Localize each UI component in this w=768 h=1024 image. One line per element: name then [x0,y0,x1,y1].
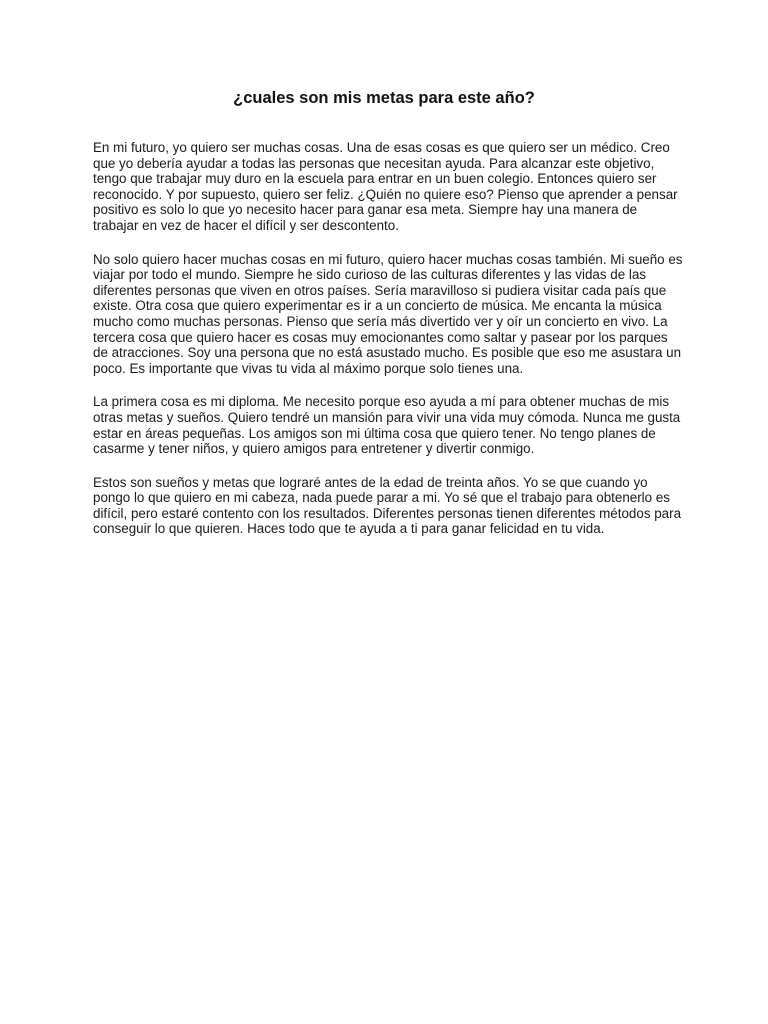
paragraph-1: En mi futuro, yo quiero ser muchas cosas. Una de esas cosas es que quiero ser un médico. Creo que yo debería ayudar a todas las personas que necesitan ayuda. Para alcanzar este objetivo, tengo que trabajar muy duro en la escuela para entrar en un buen colegio. Entonces quiero ser reconocido. Y por supuesto, quiero ser feliz. ¿Quién no quiere eso? Pienso que aprender a pensar positivo es solo lo que yo necesito hacer para ganar esa meta. Siempre hay una manera de trabajar en vez de hacer el difícil y ser descontento. [93,140,678,233]
document-body [93,140,683,555]
paragraph-4: Estos son sueños y metas que lograré antes de la edad de treinta años. Yo se que cuando yo pongo lo que quiero en mi cabeza, nada puede parar a mi. Yo sé que el trabajo para obtenerlo es difícil, pero estaré contento con los resultados. Diferentes personas tienen diferentes métodos para conseguir lo que quieren. Haces todo que te ayuda a ti para ganar felicidad en tu vida. [93,474,682,537]
paragraph-2: No solo quiero hacer muchas cosas en mi futuro, quiero hacer muchas cosas también. Mi sueño es viajar por todo el mundo. Siempre he sido curioso de las culturas diferentes y las vidas de las diferentes personas que viven en otros países. Sería maravilloso si pudiera visitar cada país que existe. Otra cosa que quiero experimentar es ir a un concierto de música. Me encanta la música mucho como muchas personas. Pienso que sería más divertido ver y oír un concierto en vivo. La tercera cosa que quiero hacer es cosas muy emocionantes como saltar y pasear por los parques de atracciones. Soy una persona que no está asustado mucho. Es posible que eso me asustara un poco. Es importante que vivas tu vida al máximo porque solo tienes una. [93,251,683,376]
document-title: ¿cuales son mis metas para este año? [233,89,535,107]
paragraph-3: La primera cosa es mi diploma. Me necesito porque eso ayuda a mí para obtener muchas de mis otras metas y sueños. Quiero tendré un mansión para vivir una vida muy cómoda. Nunca me gusta estar en áreas pequeñas. Los amigos son mi última cosa que quiero tener. No tengo planes de casarme y tener niños, y quiero amigos para entretener y divertir conmigo. [93,394,681,457]
